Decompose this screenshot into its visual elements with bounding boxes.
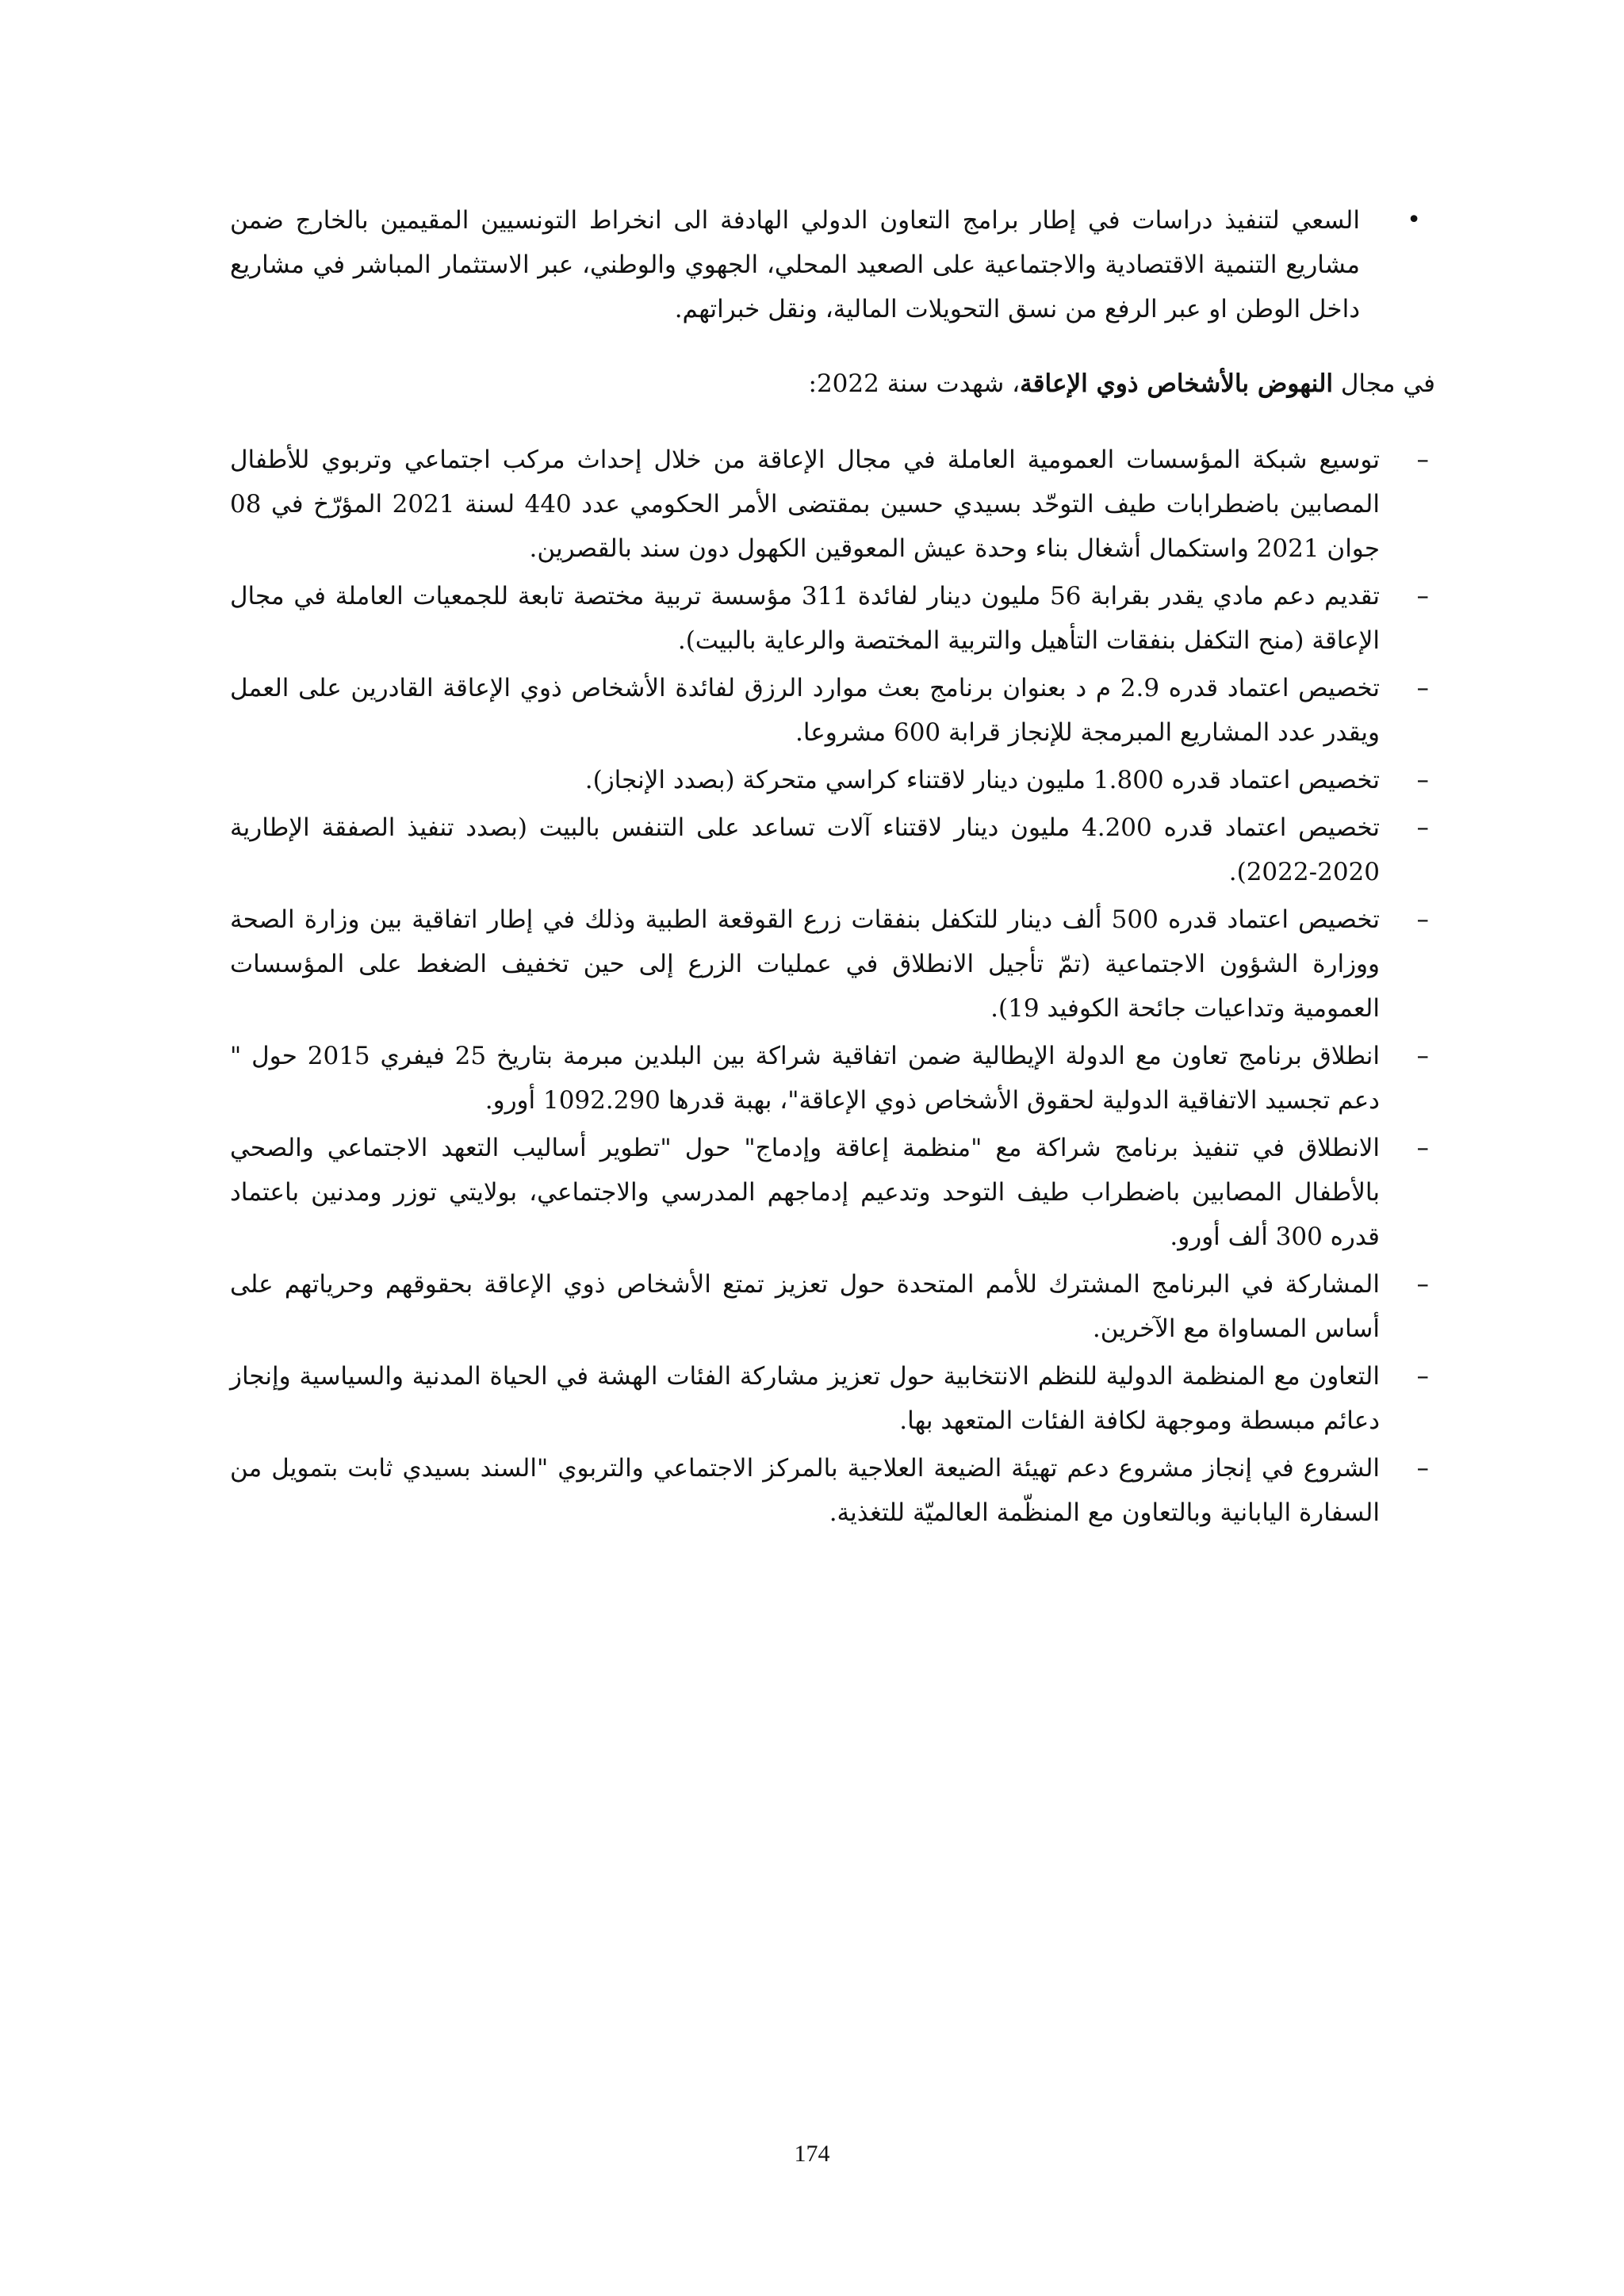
list-item-text: الشروع في إنجاز مشروع دعم تهيئة الضيعة العلاجية بالمركز الاجتماعي والتربوي "السند بسيدي ثابت بتمويل من السفارة اليابانية وبالتعاون مع المنظّمة العالميّة للتغذية. xyxy=(230,1454,1380,1527)
list-item-text: الانطلاق في تنفيذ برنامج شراكة مع "منظمة إعاقة وإدماج" حول "تطوير أساليب التعهد الاجتماعي والصحي بالأطفال المصابين باضطراب طيف التوحد وتدعيم إدماجهم المدرسي والاجتماعي، بولايتي توزر ومدنين باعتماد قدره 300 ألف أورو. xyxy=(230,1134,1380,1251)
list-item-text: انطلاق برنامج تعاون مع الدولة الإيطالية ضمن اتفاقية شراكة بين البلدين مبرمة بتاريخ 25 فيفري 2015 حول " دعم تجسيد الاتفاقية الدولية لحقوق الأشخاص ذوي الإعاقة"، بهبة قدرها 1092.290 أورو. xyxy=(230,1042,1380,1115)
dash-marker: – xyxy=(1416,813,1429,842)
list-item-text: تخصيص اعتماد قدره 2.9 م د بعنوان برنامج بعث موارد الرزق لفائدة الأشخاص ذوي الإعاقة القادرين على العمل ويقدر عدد المشاريع المبرمجة للإنجاز قرابة 600 مشروعا. xyxy=(230,674,1381,747)
list-item-text: تخصيص اعتماد قدره 500 ألف دينار للتكفل بنفقات زرع القوقعة الطبية وذلك في إطار اتفاقية بين وزارة الصحة ووزارة الشؤون الاجتماعية (تمّ تأجيل الانطلاق في عمليات الزرع إلى حين تخفيف الضغط على المؤسسات العمومية وتداعيات جائحة الكوفيد 19). xyxy=(230,905,1381,1023)
dash-marker: – xyxy=(1416,1454,1429,1483)
bullet-paragraph xyxy=(230,198,1435,331)
dash-marker: – xyxy=(1416,446,1429,474)
dash-marker: – xyxy=(1416,1362,1429,1391)
achievements-list xyxy=(230,438,1435,1535)
list-item xyxy=(230,758,1435,802)
list-item xyxy=(230,438,1435,571)
list-item xyxy=(230,806,1435,894)
list-item-text: تقديم دعم مادي يقدر بقرابة 56 مليون دينار لفائدة 311 مؤسسة تربية مختصة تابعة للجمعيات العاملة في مجال الإعاقة (منح التكفل بنفقات التأهيل والتربية المختصة والرعاية بالبيت). xyxy=(230,582,1380,655)
list-item xyxy=(230,574,1435,663)
dash-marker: – xyxy=(1416,582,1429,610)
list-item-text: توسيع شبكة المؤسسات العمومية العاملة في مجال الإعاقة من خلال إحداث مركب اجتماعي وتربوي للأطفال المصابين باضطرابات طيف التوحّد بسيدي حسين بمقتضى الأمر الحكومي عدد 440 لسنة 2021 المؤرّخ في 08 جوان 2021 واستكمال أشغال بناء وحدة عيش المعوقين الكهول دون سند بالقصرين. xyxy=(230,446,1380,563)
list-item xyxy=(230,1262,1435,1351)
section-intro xyxy=(230,362,1435,406)
list-item-text: التعاون مع المنظمة الدولية للنظم الانتخابية حول تعزيز مشاركة الفئات الهشة في الحياة المدنية والسياسية وإنجاز دعائم مبسطة وموجهة لكافة الفئات المتعهد بها. xyxy=(230,1362,1380,1435)
document-page xyxy=(230,198,1435,1538)
list-item xyxy=(230,1446,1435,1535)
list-item-text: تخصيص اعتماد قدره 4.200 مليون دينار لاقتناء آلات تساعد على التنفس بالبيت (بصدد تنفيذ الصفقة الإطارية 2020-2022). xyxy=(230,813,1380,886)
dash-marker: – xyxy=(1416,905,1429,934)
bullet-marker: • xyxy=(1407,206,1421,234)
page-number: 174 xyxy=(794,2141,830,2167)
list-item-text: تخصيص اعتماد قدره 1.800 مليون دينار لاقتناء كراسي متحركة (بصدد الإنجاز). xyxy=(584,766,1380,794)
dash-marker: – xyxy=(1416,1134,1429,1162)
list-item xyxy=(230,897,1435,1031)
bullet-paragraph-text: السعي لتنفيذ دراسات في إطار برامج التعاون الدولي الهادفة الى انخراط التونسيين المقيمين بالخارج ضمن مشاريع التنمية الاقتصادية والاجتماعية على الصعيد المحلي، الجهوي والوطني، عبر الاستثمار المباشر في مشاريع داخل الوطن او عبر الرفع من نسق التحويلات المالية، ونقل خبراتهم. xyxy=(230,206,1360,323)
dash-marker: – xyxy=(1416,674,1429,702)
intro-bold-heading: النهوض بالأشخاص ذوي الإعاقة xyxy=(1020,369,1334,398)
list-item xyxy=(230,1126,1435,1259)
list-item-text: المشاركة في البرنامج المشترك للأمم المتحدة حول تعزيز تمتع الأشخاص ذوي الإعاقة بحقوقهم وحرياتهم على أساس المساواة مع الآخرين. xyxy=(230,1270,1380,1343)
list-item xyxy=(230,1354,1435,1443)
intro-prefix: في مجال xyxy=(1333,369,1435,398)
intro-suffix: ، شهدت سنة 2022: xyxy=(808,369,1021,398)
dash-marker: – xyxy=(1416,766,1429,794)
dash-marker: – xyxy=(1416,1042,1429,1070)
list-item xyxy=(230,666,1435,755)
dash-marker: – xyxy=(1416,1270,1429,1299)
list-item xyxy=(230,1034,1435,1123)
